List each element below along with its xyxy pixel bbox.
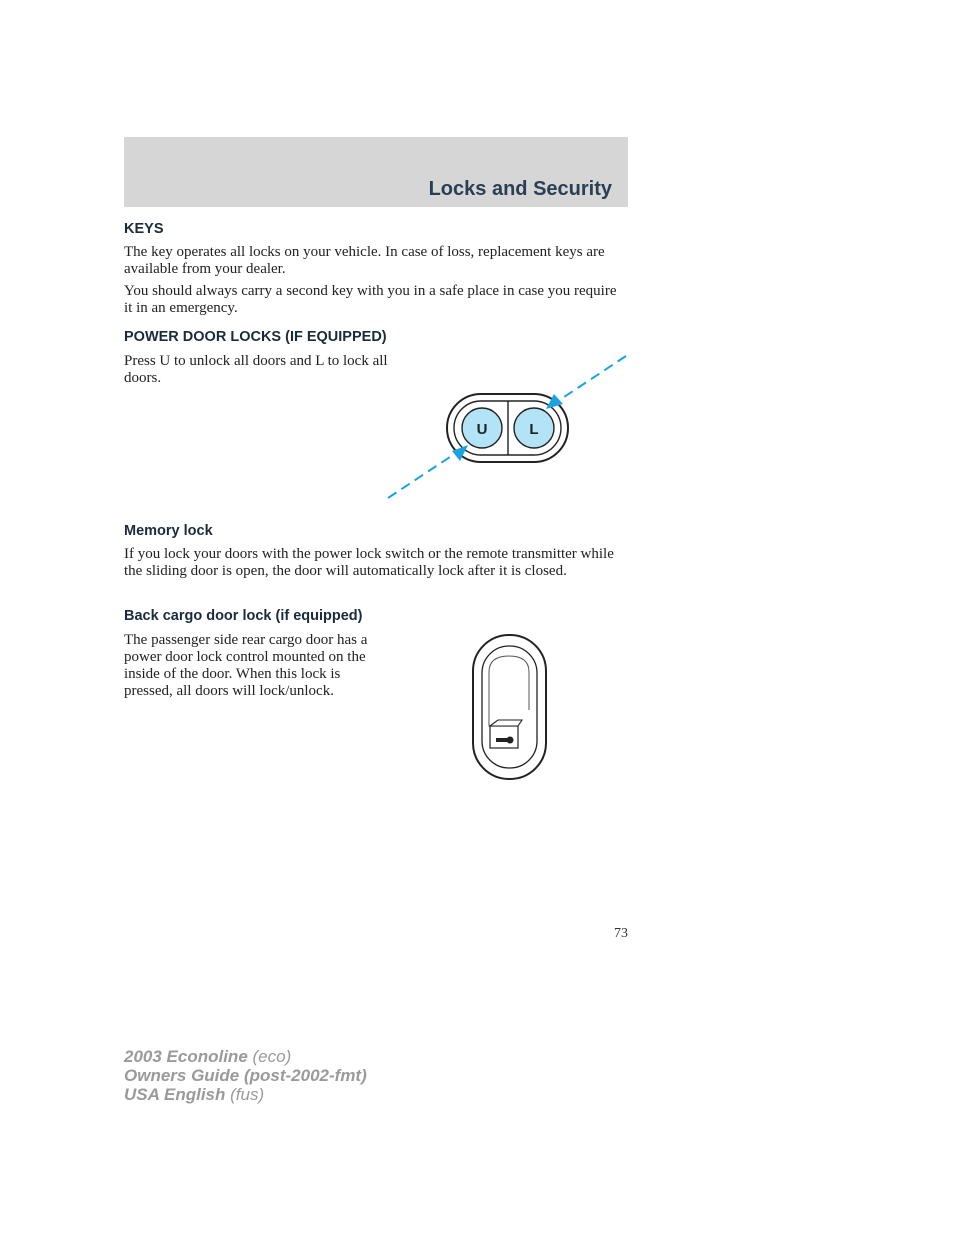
footer-guide-name: Owners Guide (post-2002-fmt)	[124, 1066, 367, 1085]
lock-button	[514, 408, 554, 448]
memory-lock-paragraph: If you lock your doors with the power lock switch or the remote transmitter while the sliding door is open, the door will automatically lock after it is closed.	[124, 546, 614, 579]
section-header-band	[124, 137, 628, 207]
cargo-lock-paragraph: The passenger side rear cargo door has a power door lock control mounted on the inside of the door. When this lock is pressed, all doors will lock/unlock.	[124, 632, 368, 699]
unlock-button-label: U	[476, 421, 488, 438]
memory-lock-heading: Memory lock	[124, 523, 213, 539]
lock-button-label: L	[529, 421, 539, 438]
footer-line-3	[124, 1085, 367, 1104]
power-locks-paragraph: Press U to unlock all doors and L to lock all doors.	[124, 353, 388, 386]
cargo-door-lock-illustration	[468, 630, 552, 784]
footer-line-1	[124, 1047, 367, 1066]
footer-language: USA English	[124, 1085, 226, 1104]
document-footer	[124, 1047, 367, 1104]
keys-paragraph-2: You should always carry a second key with you in a safe place in case you require it in an emergency.	[124, 283, 617, 316]
lock-pointer-arrow-icon	[546, 356, 626, 409]
unlock-button	[462, 408, 502, 448]
cargo-lock-heading: Back cargo door lock (if equipped)	[124, 608, 363, 624]
footer-line-2	[124, 1066, 367, 1085]
footer-language-code: (fus)	[230, 1085, 265, 1104]
section-title: Locks and Security	[428, 178, 612, 200]
lock-icon	[490, 720, 522, 748]
keys-paragraph-1: The key operates all locks on your vehicle. In case of loss, replacement keys are available from your dealer.	[124, 244, 605, 277]
page-number: 73	[614, 926, 628, 941]
footer-model: 2003 Econoline	[124, 1047, 248, 1066]
footer-model-code: (eco)	[252, 1047, 292, 1066]
unlock-pointer-arrow-icon	[388, 445, 468, 498]
keys-heading: KEYS	[124, 221, 164, 237]
power-locks-heading: POWER DOOR LOCKS (IF EQUIPPED)	[124, 329, 387, 345]
power-lock-switch-illustration	[380, 350, 630, 502]
